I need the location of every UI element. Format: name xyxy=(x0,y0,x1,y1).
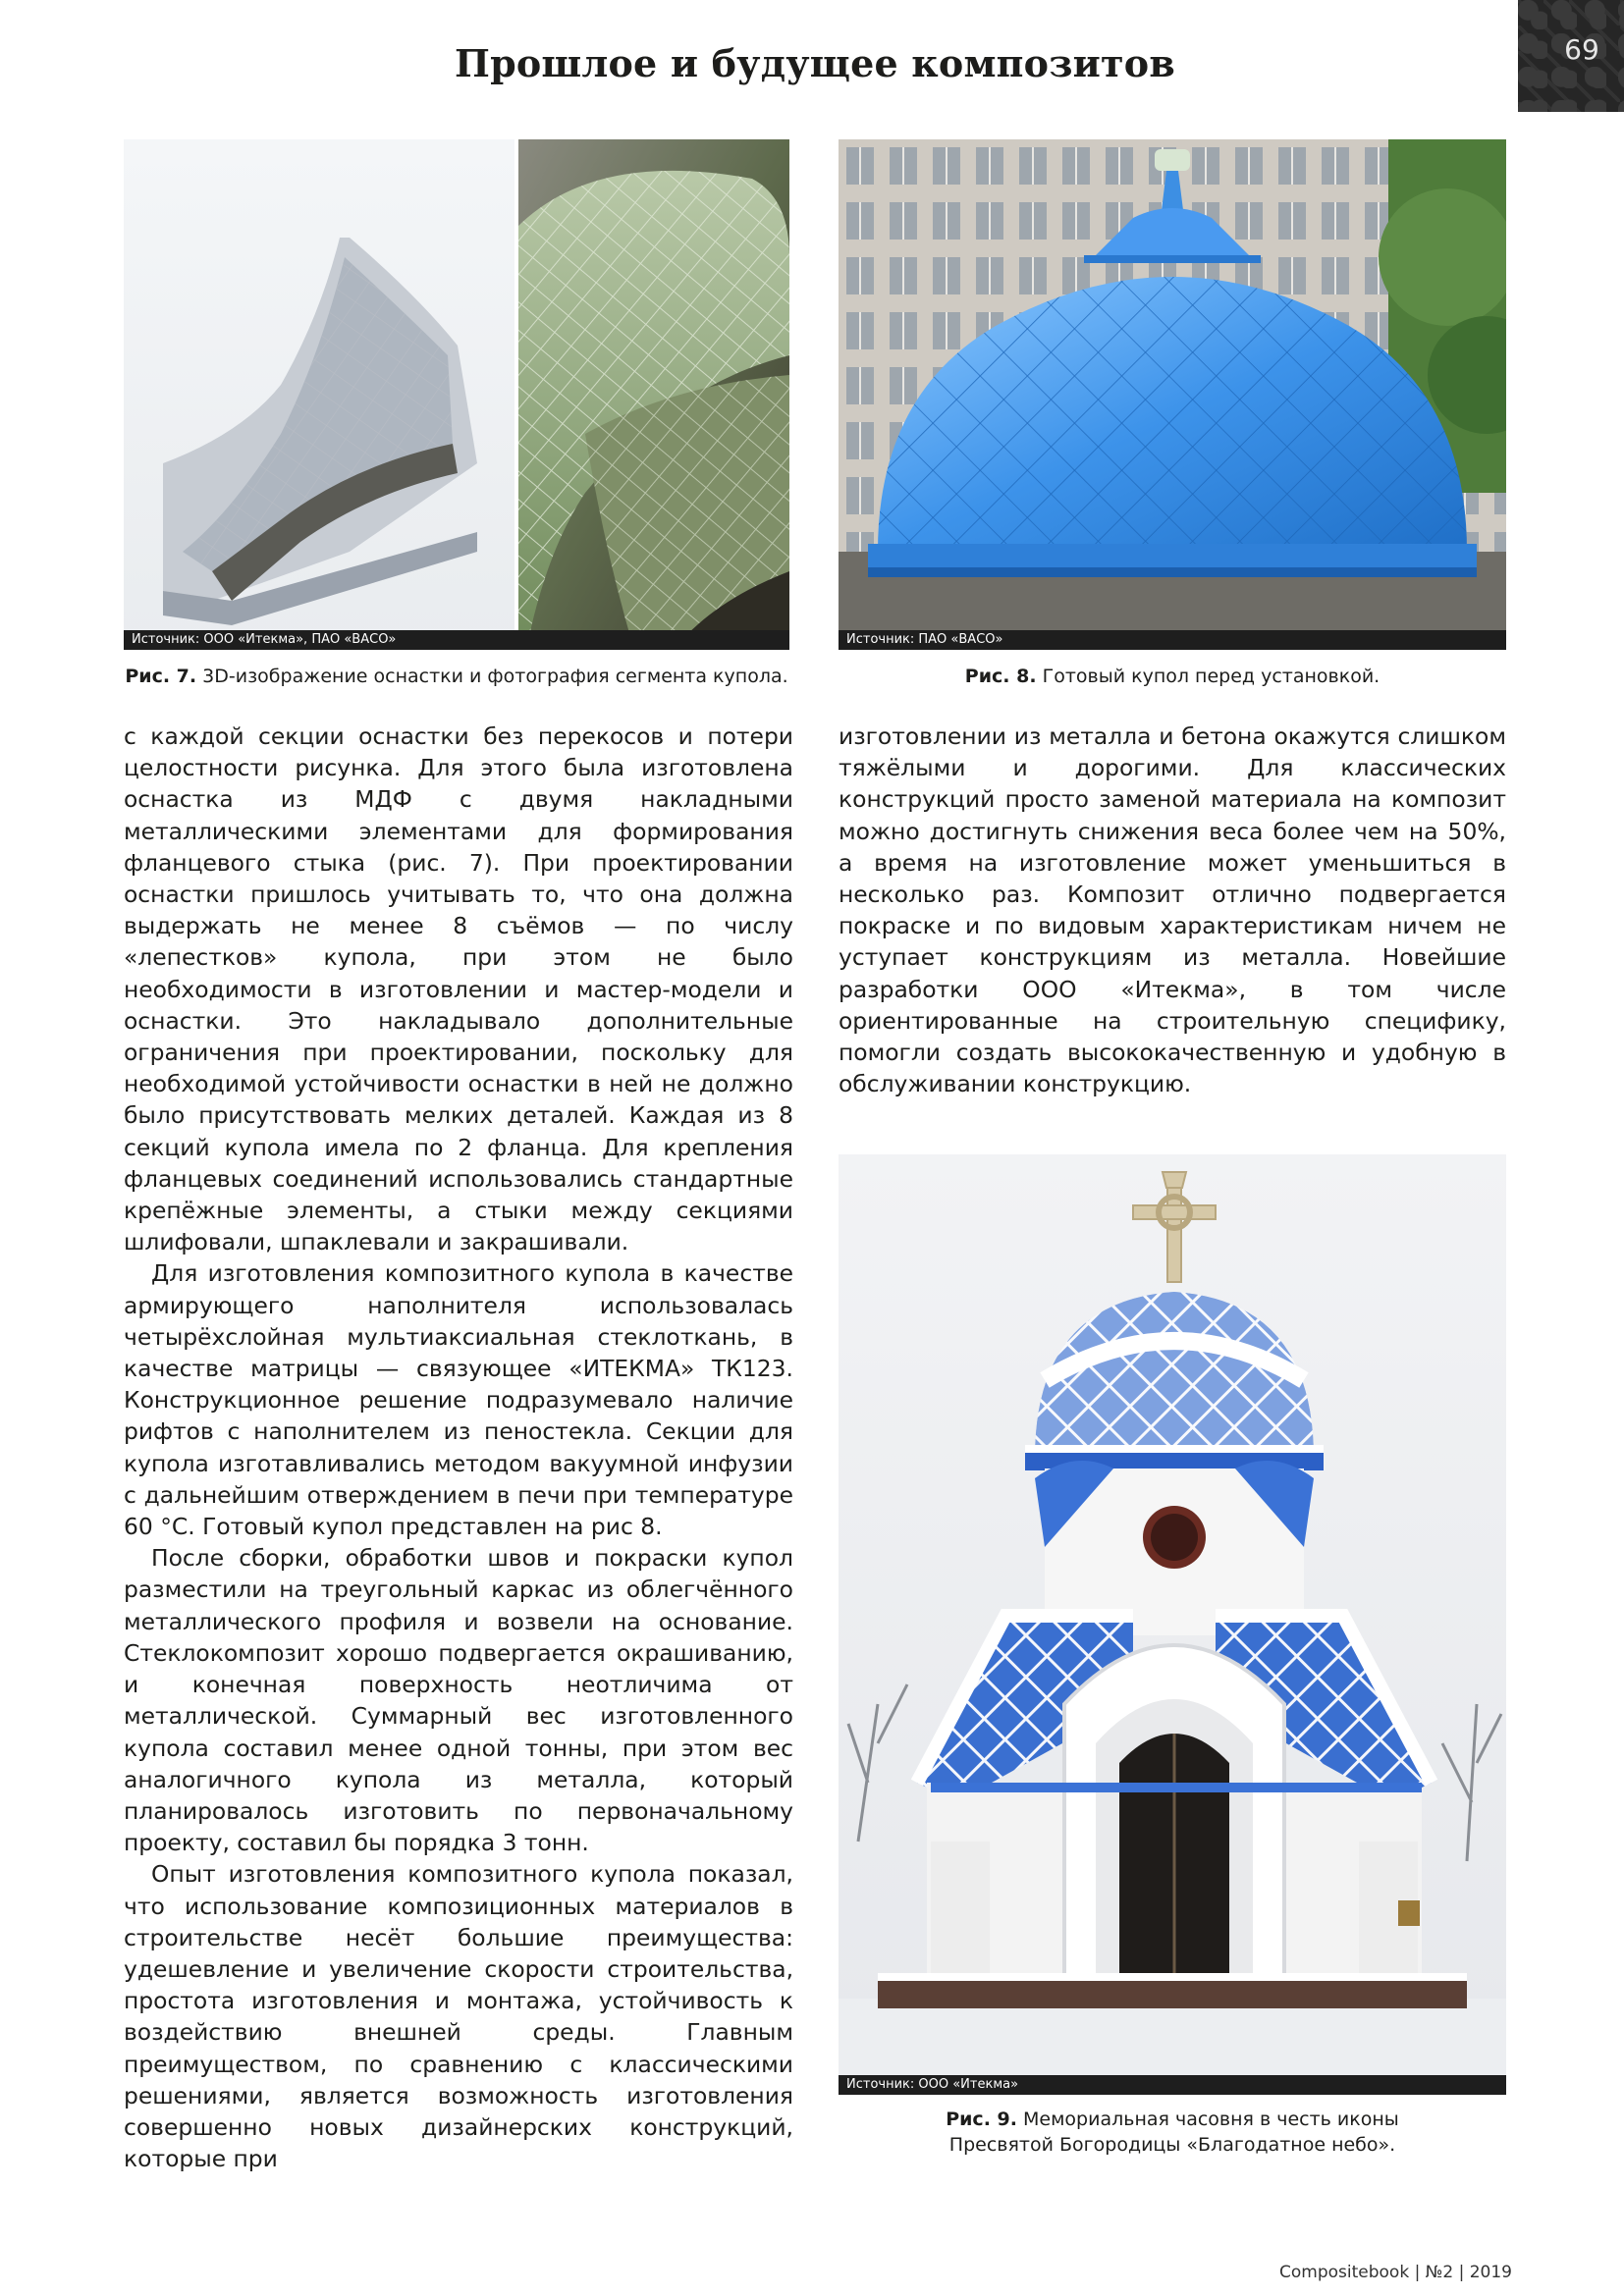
text-column-right xyxy=(839,721,1506,1099)
figure-9-caption-label: Рис. 9. xyxy=(946,2109,1017,2130)
body-paragraph: После сборки, обработки швов и покраски купол разместили на треугольный каркас из облегчённого металлического профиля и возвели на основание. Стеклокомпозит хорошо подвергается окрашиванию, и конечная поверхность неотличима от металлической. Суммарный вес изготовленного купола составил менее одной тонны, при этом вес аналогичного купола из металла, который планировалось изготовить по первоначальному проекту, составил бы порядка 3 тонн. xyxy=(124,1544,793,1857)
body-paragraph: с каждой секции оснастки без перекосов и потери целостности рисунка. Для этого была изготовлена оснастка из МДФ с двумя накладными металлическими элементами для формирования фланцевого стыка (рис. 7). При проектировании оснастки пришлось учитывать то, что она должна выдержать не менее 8 съёмов — по числу «лепестков» купола, при этом не было необходимости в изготовлении и мастер-модели и оснастки. Это накладывало дополнительные ограничения при проектировании, поскольку для необходимой устойчивости оснастки в ней не должно было присутствовать мелких деталей. Каждая из 8 секций купола имела по 2 фланца. Для крепления фланцевых соединений использовались стандартные крепёжные элементы, а стыки между секциями шлифовали, шпаклевали и закрашивали. xyxy=(124,722,793,1256)
figure-8-caption-label: Рис. 8. xyxy=(964,666,1037,687)
figure-8-source: Источник: ПАО «ВАСО» xyxy=(839,630,1506,650)
page-number: 69 xyxy=(1564,33,1599,66)
text-column-left xyxy=(124,721,793,2174)
page-footer: Compositebook | №2 | 2019 xyxy=(1279,2263,1512,2282)
body-paragraph: Опыт изготовления композитного купола показал, что использование композиционных материалов в строительстве несёт большие преимущества: удешевление и увеличение скорости строительства, простота изготовления и монтажа, устойчивость к воздействию внешней среды. Главным преимуществом, по сравнению с классическими решениями, является возможность изготовления совершенно новых дизайнерских конструкций, которые при xyxy=(124,1860,793,2173)
figure-9-caption-line1 xyxy=(839,2107,1506,2132)
figure-9-caption-text-1: Мемориальная часовня в честь иконы xyxy=(1016,2109,1399,2130)
figure-7-caption xyxy=(108,664,805,689)
figure-8-caption xyxy=(839,664,1506,689)
figure-7-caption-label: Рис. 7. xyxy=(125,666,197,687)
figure-7-image xyxy=(124,139,789,650)
figure-9-caption xyxy=(839,2107,1506,2158)
body-paragraph: изготовлении из металла и бетона окажутся слишком тяжёлыми и дорогими. Для классических конструкций просто заменой материала на композит можно достигнуть снижения веса более чем на 50%, а время на изготовление может уменьшиться в несколько раз. Композит отлично подвергается покраске и по видовым характеристикам ничем не уступает конструкциям из металла. Новейшие разработки ООО «Итекма», в том числе ориентированные на строительную специфику, помогли создать высококачественную и удобную в обслуживании конструкцию. xyxy=(839,722,1506,1098)
figure-8-caption-text: Готовый купол перед установкой. xyxy=(1036,666,1380,687)
page-title: Прошлое и будущее композитов xyxy=(455,41,1175,85)
figure-7-source: Источник: ООО «Итекма», ПАО «ВАСО» xyxy=(124,630,789,650)
figure-8-image xyxy=(839,139,1506,650)
figure-9-caption-line2: Пресвятой Богородицы «Благодатное небо». xyxy=(948,2134,1396,2156)
body-paragraph: Для изготовления композитного купола в качестве армирующего наполнителя использовалась четырёхслойная мультиаксиальная стеклоткань, в качестве матрицы — связующее «ИТЕКМА» ТК123. Конструкционное решение подразумевало наличие рифтов с наполнителем из пеностекла. Секции для купола изготавливались методом вакуумной инфузии с дальнейшим отверждением в печи при температуре 60 °С. Готовый купол представлен на рис 8. xyxy=(124,1259,793,1541)
figure-9-source: Источник: ООО «Итекма» xyxy=(839,2075,1506,2095)
figure-9-image xyxy=(839,1154,1506,2095)
figure-7-caption-text: 3D-изображение оснастки и фотография сегмента купола. xyxy=(196,666,788,687)
